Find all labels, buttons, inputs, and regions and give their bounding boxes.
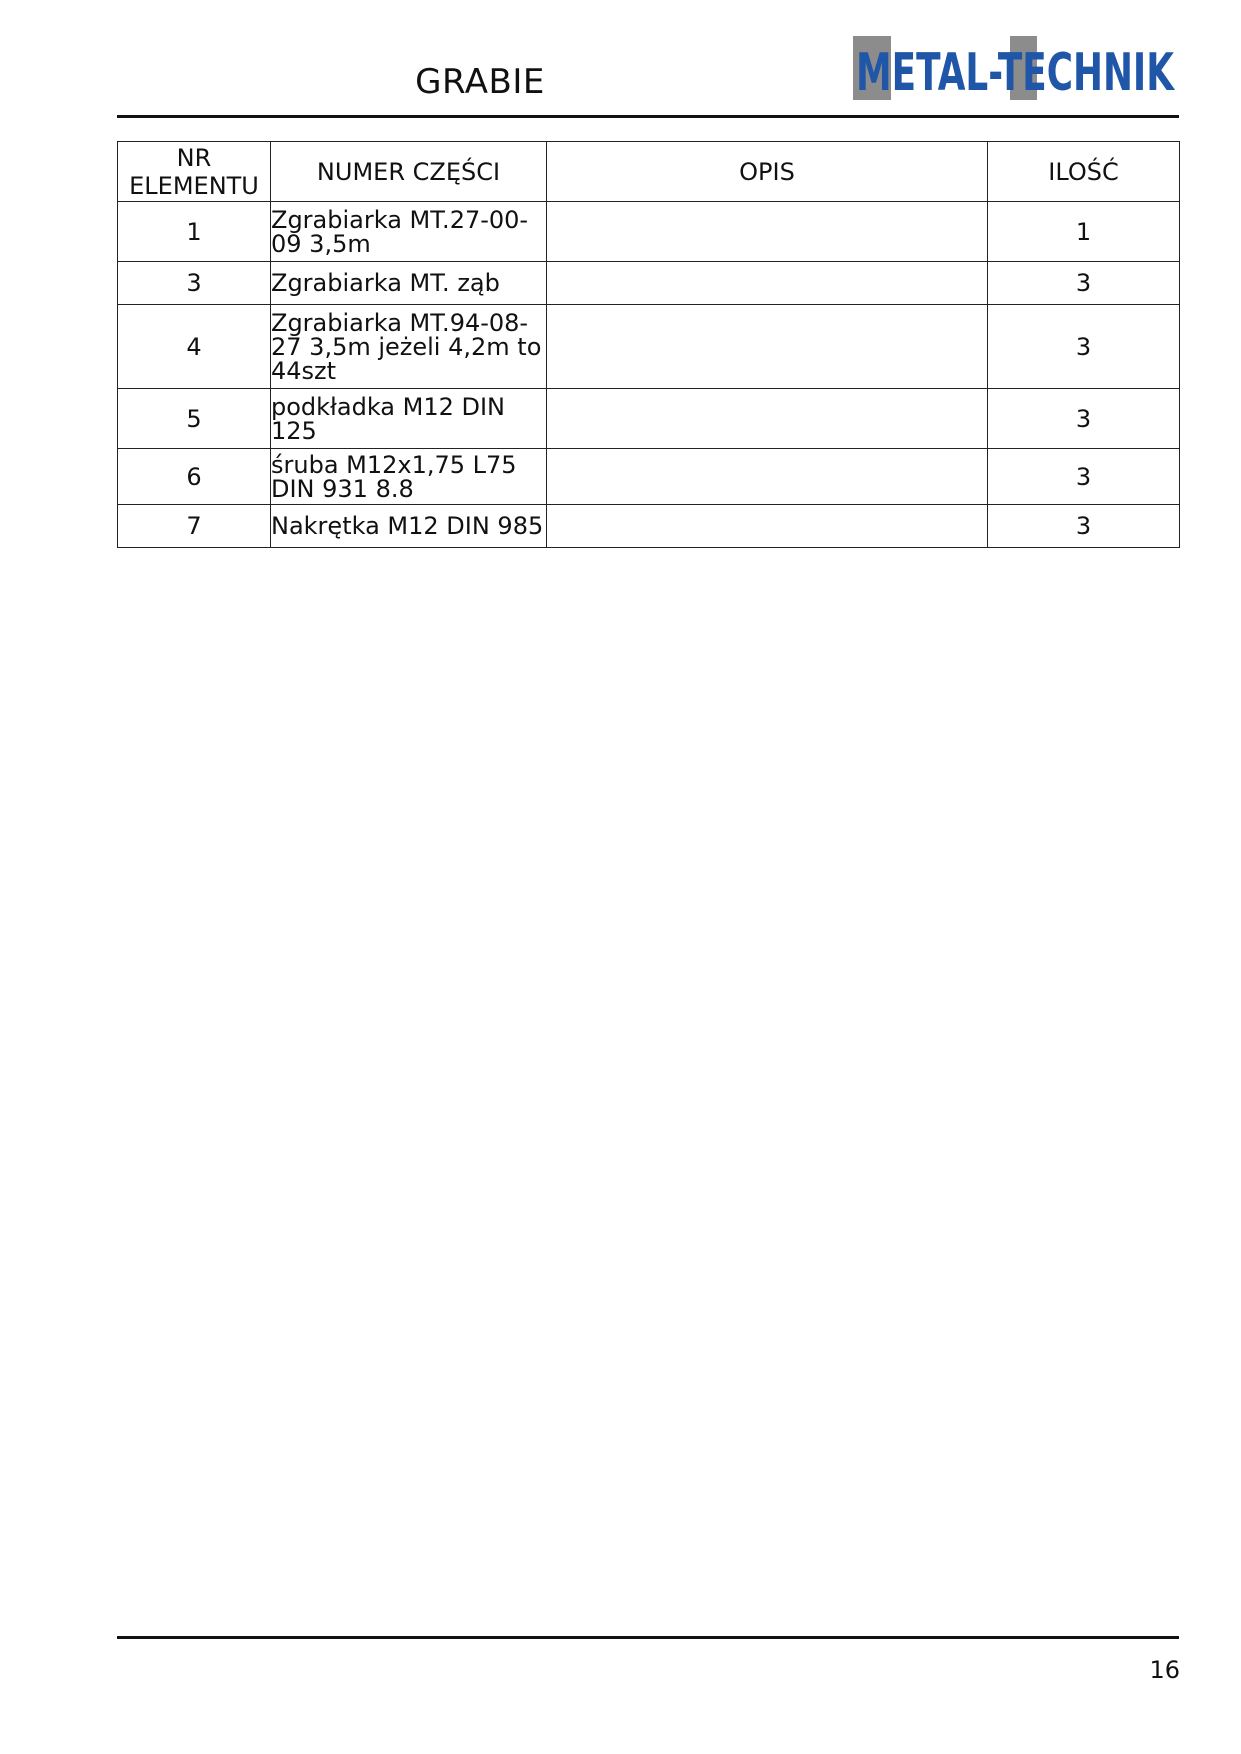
cell-part: Nakrętka M12 DIN 985: [271, 505, 547, 548]
column-header-description: OPIS: [547, 142, 988, 202]
cell-part: Zgrabiarka MT.94-08-27 3,5m jeżeli 4,2m to 44szt: [271, 305, 547, 389]
page-title: GRABIE: [415, 62, 545, 102]
footer-rule: [117, 1636, 1179, 1639]
table-row: [118, 505, 1180, 548]
header-rule: [117, 115, 1179, 118]
cell-part: śruba M12x1,75 L75 DIN 931 8.8: [271, 449, 547, 505]
table-row: [118, 389, 1180, 449]
cell-qty: 3: [988, 305, 1180, 389]
cell-opis: [547, 202, 988, 262]
cell-opis: [547, 305, 988, 389]
cell-part: podkładka M12 DIN 125: [271, 389, 547, 449]
svg-text:METAL-TECHNIK: METAL-TECHNIK: [856, 43, 1176, 103]
cell-nr: 5: [118, 389, 271, 449]
cell-nr: 4: [118, 305, 271, 389]
table-row: [118, 305, 1180, 389]
cell-opis: [547, 449, 988, 505]
table-row: [118, 449, 1180, 505]
cell-qty: 3: [988, 505, 1180, 548]
cell-part: Zgrabiarka MT.27-00-09 3,5m: [271, 202, 547, 262]
cell-nr: 3: [118, 262, 271, 305]
cell-opis: [547, 389, 988, 449]
column-header-quantity: ILOŚĆ: [988, 142, 1180, 202]
cell-nr: 7: [118, 505, 271, 548]
cell-opis: [547, 262, 988, 305]
cell-nr: 1: [118, 202, 271, 262]
cell-nr: 6: [118, 449, 271, 505]
page-number: 16: [1149, 1656, 1180, 1684]
parts-table: [117, 141, 1180, 548]
column-header-nr: NR ELEMENTU: [118, 142, 271, 202]
cell-part: Zgrabiarka MT. ząb: [271, 262, 547, 305]
cell-qty: 1: [988, 202, 1180, 262]
column-header-part-number: NUMER CZĘŚCI: [271, 142, 547, 202]
table-row: [118, 202, 1180, 262]
cell-qty: 3: [988, 389, 1180, 449]
cell-qty: 3: [988, 262, 1180, 305]
cell-qty: 3: [988, 449, 1180, 505]
cell-opis: [547, 505, 988, 548]
table-header-row: [118, 142, 1180, 202]
table-row: [118, 262, 1180, 305]
metal-technik-logo: [853, 34, 1178, 104]
